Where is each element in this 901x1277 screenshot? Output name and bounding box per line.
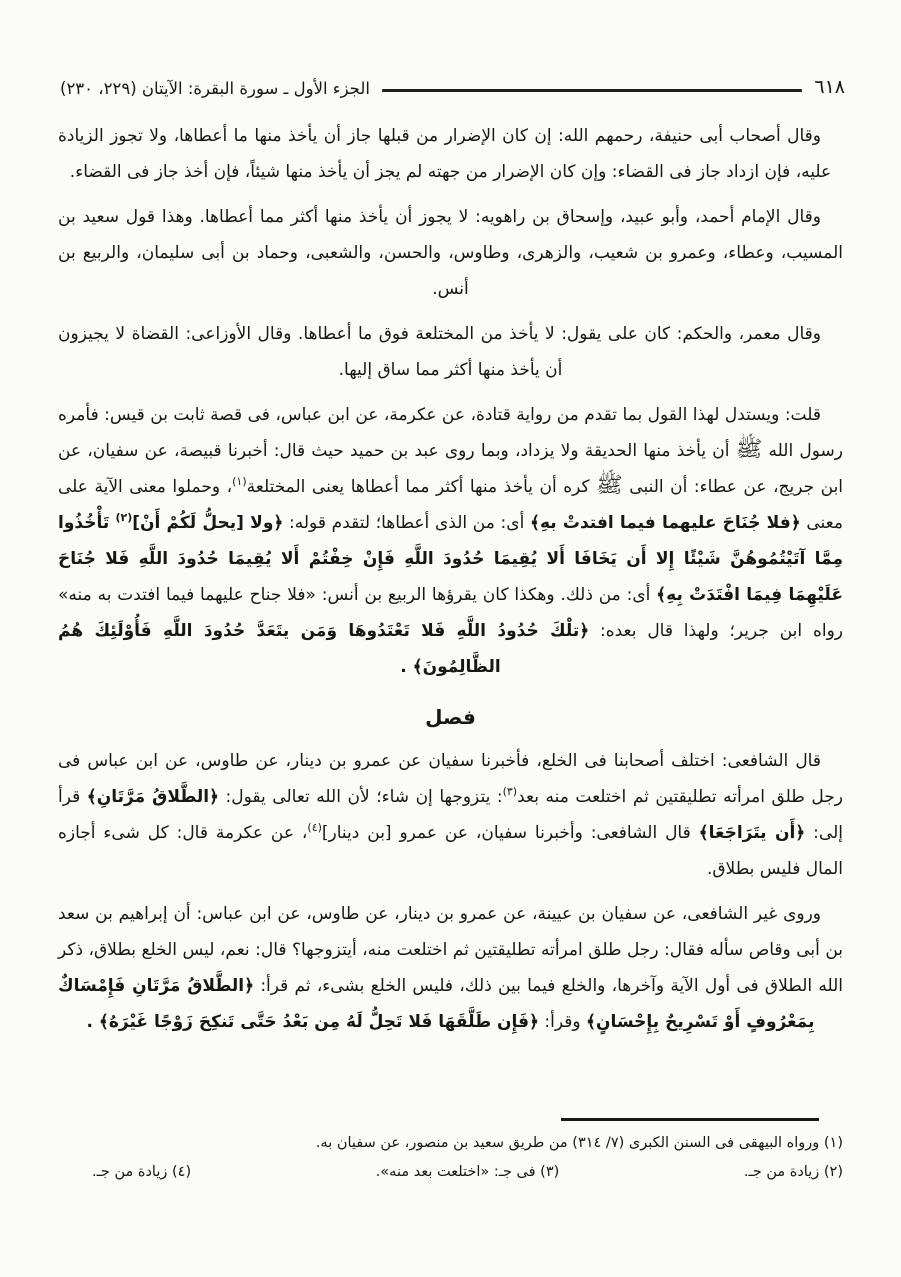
body-text: وقال الإمام أحمد، وأبو عبيد، وإسحاق بن راهويه: لا يجوز أن يأخذ منها أكثر مما أعطاها. وهذا قول سعيد بن المسيب، وعطاء، وعمرو بن شعيب، والزهرى، وطاوس، والحسن، والشعبى، وحماد بن أبى سليمان، والربيع بن أنس. bbox=[58, 207, 843, 299]
footnote-ref: (١) bbox=[232, 475, 247, 488]
quran-quote: ﴿أَن يتَرَاجَعَا﴾ bbox=[698, 823, 806, 843]
footnote-ref: (٣) bbox=[502, 785, 518, 798]
paragraph bbox=[58, 316, 843, 388]
quran-quote: ﴿فَإِن طَلَّقَهَا فَلا تَحِلُّ لَهُ مِن بَعْدُ حَتَّى تَنكِحَ زَوْجًا غَيْرَهُ﴾ . bbox=[86, 1012, 539, 1032]
paragraph-group-after-heading bbox=[58, 743, 843, 1040]
honorific-saw: ﷺ bbox=[735, 437, 763, 462]
body-text: أى: من ذلك. وهكذا كان يقرؤها الربيع بن أنس: «فلا جناح عليهما فيما افتدت به منه» رواه ابن جرير؛ ولهذا قال بعده: bbox=[58, 585, 843, 641]
body-text: وقال معمر، والحكم: كان على يقول: لا يأخذ من المختلعة فوق ما أعطاها. وقال الأوزاعى: القضاة لا يجيزون أن يأخذ منها أكثر مما ساق إليها. bbox=[58, 324, 821, 380]
footnote-row bbox=[58, 1159, 843, 1186]
footnote-ref: (٢) bbox=[115, 511, 133, 524]
footnote-1: (١) ورواه البيهقى فى السنن الكبرى (٧/ ٣١٤) من طريق سعيد بن منصور، عن سفيان به. bbox=[315, 1135, 843, 1151]
footnote-separator bbox=[561, 1118, 819, 1121]
body-text: قرأ إلى: bbox=[58, 787, 843, 843]
body-text: ، وحملوا معنى الآية على معنى bbox=[58, 477, 843, 533]
honorific-saw: ﷺ bbox=[596, 473, 623, 498]
quran-quote: ﴿تلْكَ حُدُودُ اللَّهِ فَلا تَعْتَدُوهَا وَمَن يتَعَدَّ حُدُودَ اللَّهِ فَأُوْلَئِكَ هُمُ الظَّالِمُونَ﴾ . bbox=[58, 621, 590, 677]
body-text: وقرأ: bbox=[539, 1012, 586, 1032]
quran-quote: ﴿الطَّلاقُ مَرَّتَانِ فَإِمْسَاكٌ بِمَعْرُوفٍ أَوْ تَسْرِيحٌ بِإِحْسَانٍ﴾ bbox=[58, 976, 815, 1032]
body-text: قال الشافعى: وأخبرنا سفيان، عن عمرو [بن دينار] bbox=[321, 823, 699, 843]
section-heading: فصل bbox=[425, 705, 476, 729]
body-text: أن يأخذ منها الحديقة ولا يزداد، وبما روى عبد بن حميد حيث قال: أخبرنا قبيصة، عن سفيان، عن ابن جريج، عن عطاء: أن النبى bbox=[58, 441, 844, 497]
footnote-4: (٤) زيادة من جـ. bbox=[92, 1164, 192, 1180]
body-text: كره أن يأخذ منها أكثر مما أعطاها يعنى المختلعة bbox=[246, 477, 597, 497]
paragraph bbox=[58, 896, 843, 1040]
quran-quote: ﴿الطَّلاقُ مَرَّتَانِ﴾ bbox=[86, 787, 220, 807]
body-text: قال الشافعى: اختلف أصحابنا فى الخلع، فأخبرنا سفيان عن عمرو بن دينار، عن طاوس، عن ابن عباس فى رجل طلق امرأته تطليقتين ثم اختلعت منه بعد bbox=[58, 751, 843, 807]
body-text: قلت: ويستدل لهذا القول بما تقدم من رواية قتادة، عن عكرمة، عن ابن عباس، فى قصة ثابت بن قيس: فأمره رسول الله bbox=[58, 405, 843, 461]
body-text: أى: من الذى أعطاها؛ لتقدم قوله: bbox=[283, 513, 530, 533]
body-text: ، عن عكرمة قال: كل شىء أجازه المال فليس بطلاق. bbox=[58, 823, 843, 879]
footnotes bbox=[0, 1118, 901, 1186]
footnote-2: (٢) زيادة من جـ. bbox=[743, 1164, 843, 1180]
header-rule bbox=[382, 89, 802, 92]
body-text: : يتزوجها إن شاء؛ لأن الله تعالى يقول: bbox=[219, 787, 503, 807]
body-text: وقال أصحاب أبى حنيفة، رحمهم الله: إن كان الإضرار من قبلها جاز أن يأخذ منها ما أعطاها، ولا تجوز الزيادة عليه، فإن ازداد جاز فى القضاء: وإن كان الإضرار من جهته لم يجز أن يأخذ منها شيئاً، فإن أخذ جاز فى القضاء. bbox=[58, 126, 832, 182]
body-text: وروى غير الشافعى، عن سفيان بن عيينة، عن عمرو بن دينار، عن طاوس، عن ابن عباس: أن إبراهيم بن سعد بن أبى وقاص سأله فقال: رجل طلق امرأته تطليقتين ثم اختلعت منه، أيتزوجها؟ قال: نعم، ليس الخلع بطلاق، ذكر الله الطلاق فى أول الآية وآخرها، والخلع فيما بين ذلك، فليس الخلع بشىء، ثم قرأ: bbox=[58, 904, 844, 996]
paragraph-group-before-heading bbox=[58, 118, 843, 685]
page-body bbox=[0, 98, 901, 1040]
paragraph bbox=[58, 743, 843, 887]
footnote-ref: (٤) bbox=[307, 821, 322, 834]
quran-quote: تَأْخُذُوا مِمَّا آتَيْتُمُوهُنَّ شَيْئًا إِلا أَن يَخَافَا أَلا يُقِيمَا حُدُودَ اللَّهِ فَإِنْ خِفْتُمْ أَلا يُقِيمَا حُدُودَ اللَّهِ فَلا جُنَاحَ عَلَيْهِمَا فِيمَا افْتَدَتْ بِهِ﴾ bbox=[58, 513, 843, 605]
page-number: ٦١٨ bbox=[814, 76, 845, 98]
chapter-title: الجزء الأول ـ سورة البقرة: الآيتان (٢٢٩، ٢٣٠) bbox=[60, 78, 370, 98]
paragraph bbox=[58, 397, 843, 685]
quran-quote: ﴿فلا جُنَاحَ عليهما فيما افتدتْ بهِ﴾ bbox=[530, 513, 801, 533]
paragraph bbox=[58, 199, 843, 307]
footnote-3: (٣) فى جـ: «اختلعت بعد منه». bbox=[375, 1164, 560, 1180]
quran-quote: ﴿ولا [يحلُّ لَكُمْ أَنْ] bbox=[132, 513, 284, 533]
paragraph bbox=[58, 118, 843, 190]
page-header bbox=[0, 0, 901, 98]
